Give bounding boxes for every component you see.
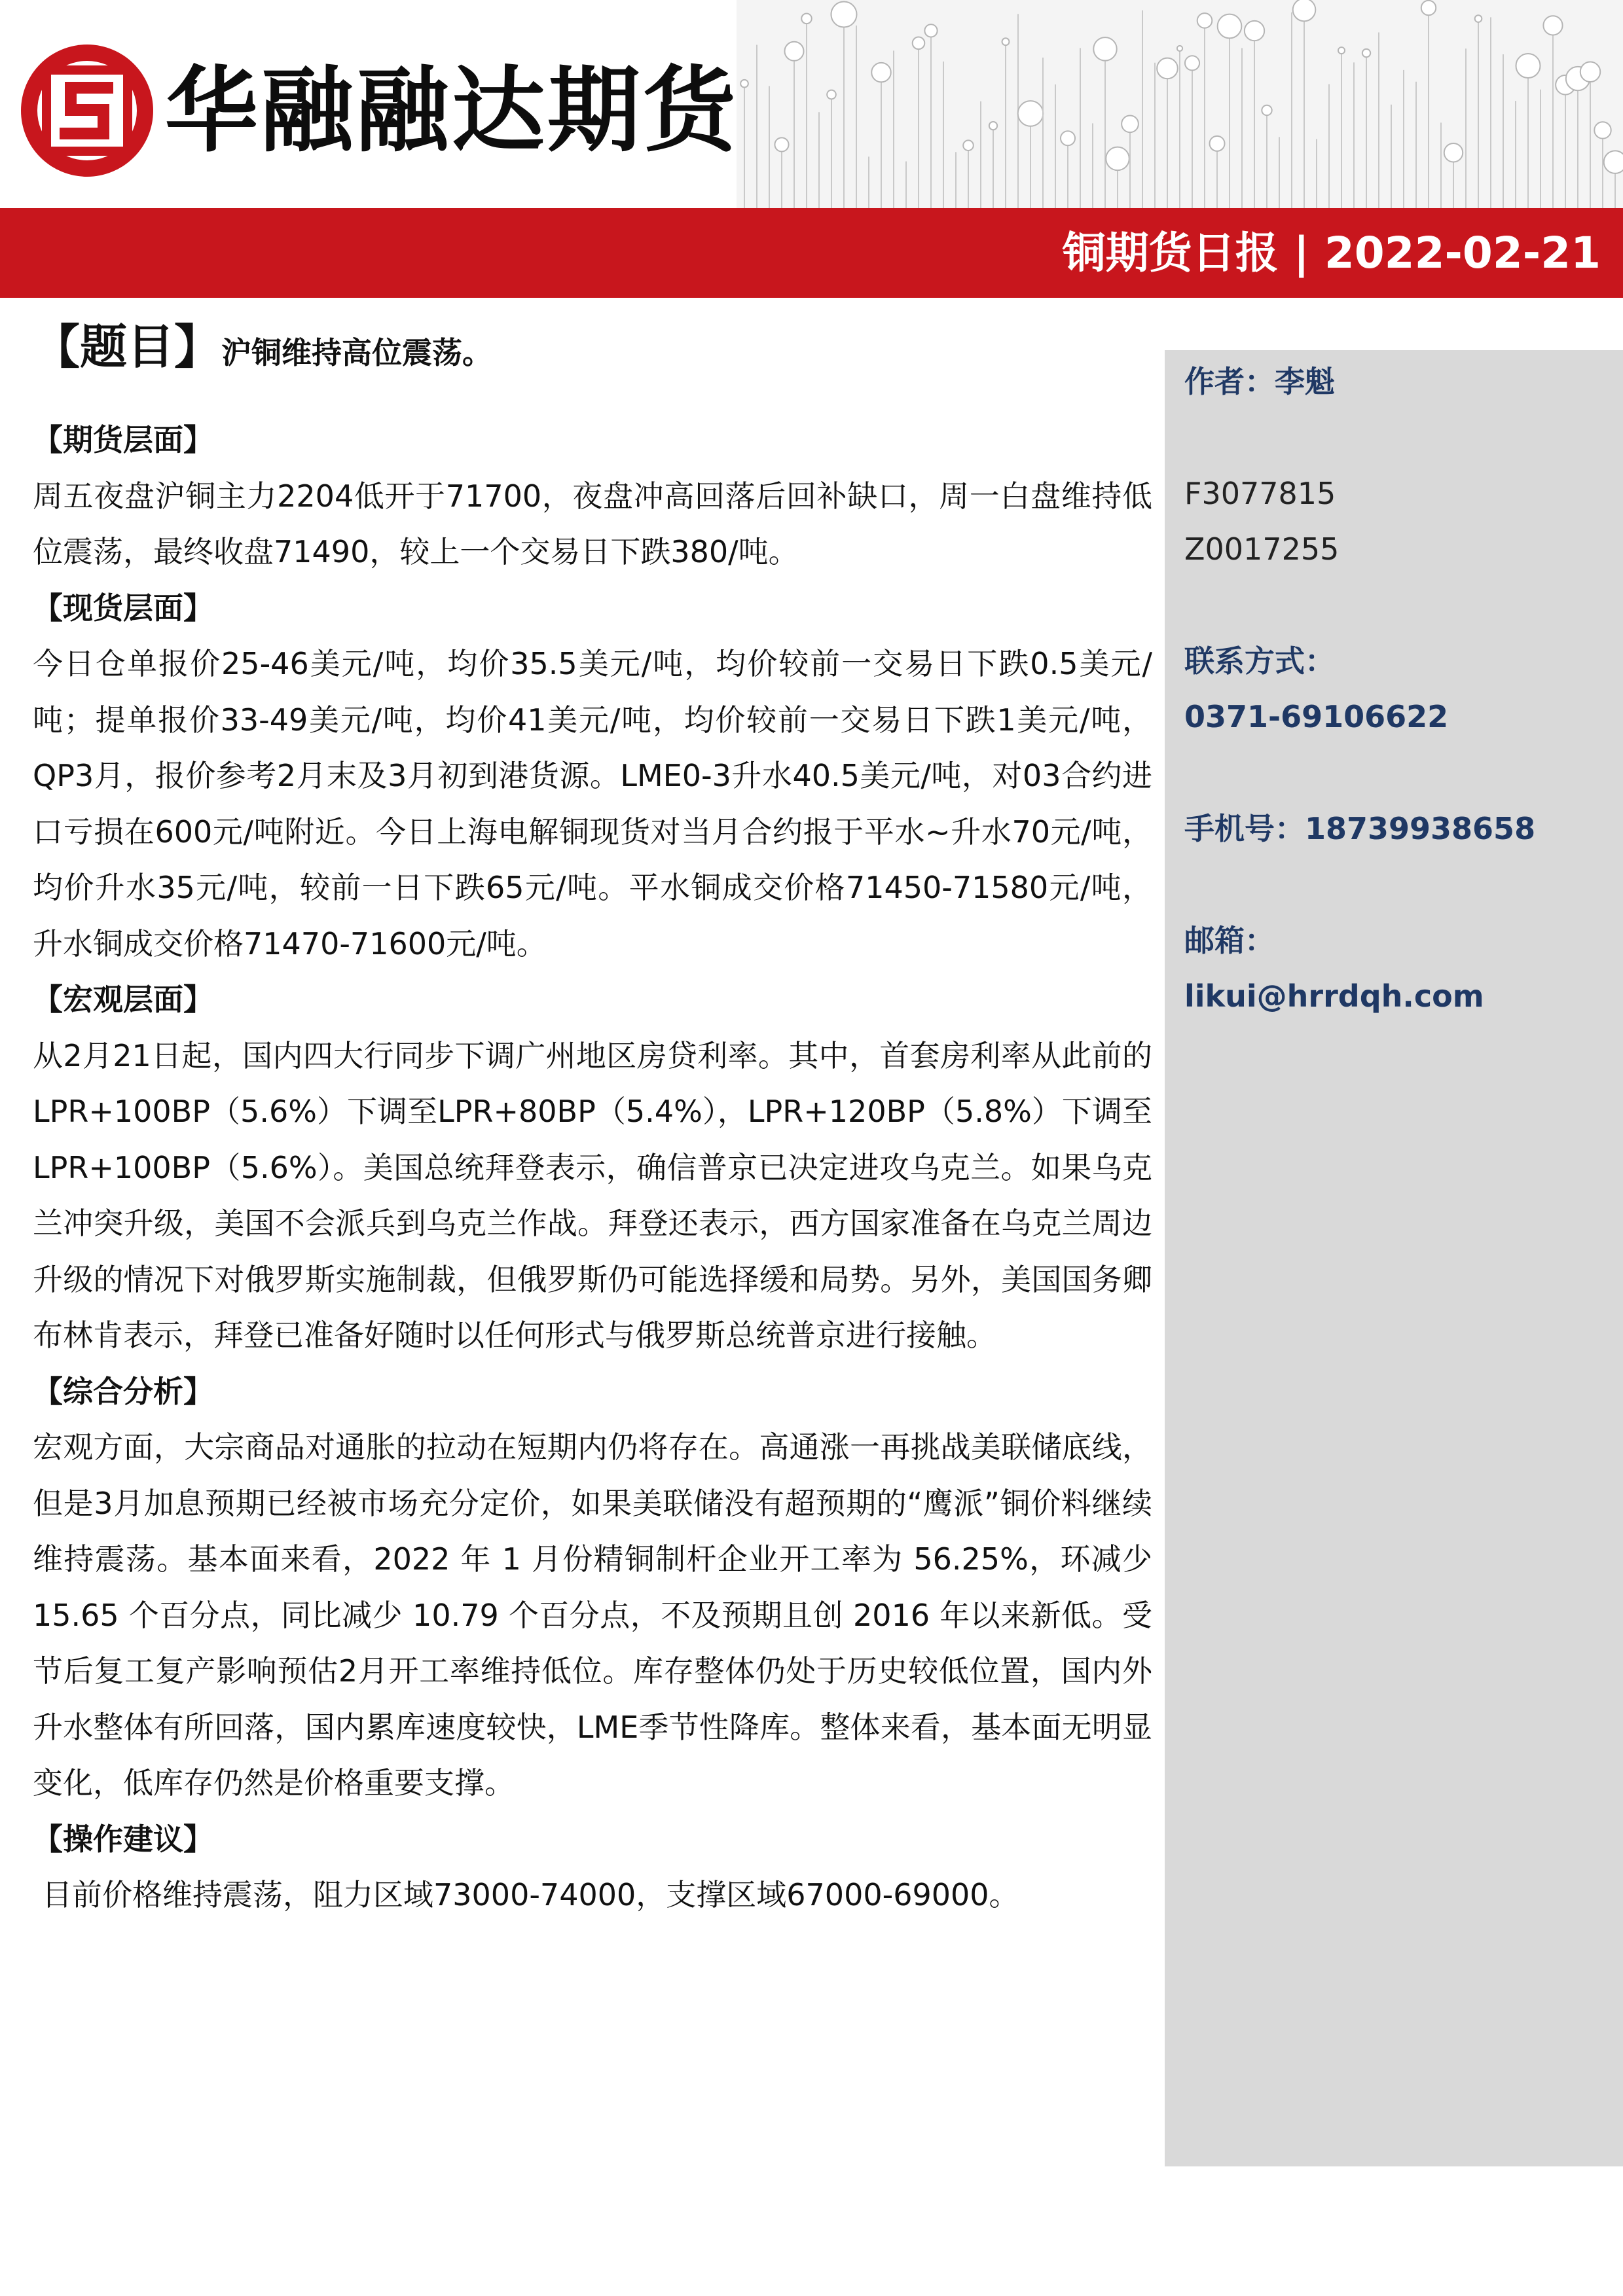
- decoration-ring: [1338, 47, 1345, 54]
- section-body-spot: 今日仓单报价25-46美元/吨，均价35.5美元/吨，均价较前一交易日下跌0.5美元/吨；提单报价33-49美元/吨，均价41美元/吨，均价较前一交易日下跌1美元/吨，QP3月，报价参考2月末及3月初到港货源。LME0-3升水40.5美元/吨，对03合约进口亏损在600元/吨附近。今日上海电解铜现货对当月合约报于平水~升水70元/吨，均价升水35元/吨，较前一日下跌65元/吨。平水铜成交价格71450-71580元/吨，升水铜成交价格71470-71600元/吨。: [33, 646, 1152, 961]
- decoration-ring: [1209, 136, 1224, 151]
- decoration-ring: [1197, 13, 1213, 28]
- section-heading-analysis: 【综合分析】: [33, 1373, 213, 1409]
- decoration-ring: [775, 137, 788, 151]
- section-body-advice: 目前价格维持震荡，阻力区域73000-74000，支撑区域67000-69000。: [42, 1877, 1019, 1912]
- decoration-ring: [1604, 151, 1623, 173]
- header-decoration: [737, 0, 1623, 208]
- decoration-ring: [1594, 122, 1611, 138]
- decoration-ring: [989, 122, 997, 130]
- decoration-ring: [1177, 46, 1182, 51]
- decoration-ring: [1245, 21, 1264, 41]
- decoration-ring: [801, 14, 812, 24]
- mobile-number[interactable]: 手机号：18739938658: [1184, 811, 1536, 846]
- section-heading-spot: 【现货层面】: [33, 590, 213, 626]
- decoration-ring: [1293, 0, 1316, 21]
- decoration-ring: [1218, 14, 1242, 39]
- decoration-ring: [1475, 15, 1482, 22]
- report-body: [33, 412, 1152, 1924]
- section-heading-advice: 【操作建议】: [33, 1821, 213, 1857]
- decoration-ring: [1362, 49, 1370, 57]
- section-heading-macro: 【宏观层面】: [33, 982, 213, 1017]
- report-label: 铜期货日报 | 2022-02-21: [1062, 228, 1601, 278]
- decoration-ring: [784, 42, 803, 61]
- decoration-ring: [871, 63, 890, 82]
- decoration-ring: [1018, 101, 1044, 126]
- decoration-ring: [913, 37, 925, 50]
- decoration-ring: [1157, 58, 1178, 79]
- decoration-ring: [1061, 131, 1075, 145]
- decoration-ring: [740, 80, 748, 88]
- contact-phone[interactable]: 0371-69106622: [1184, 699, 1449, 734]
- title-prefix: 【题目】: [33, 319, 222, 374]
- decoration-ring: [1421, 1, 1436, 15]
- decoration-ring: [1122, 115, 1139, 132]
- decoration-ring: [1002, 38, 1010, 45]
- company-name: 华融融达期货: [165, 57, 739, 165]
- section-body-analysis: 宏观方面，大宗商品对通胀的拉动在短期内仍将存在。高通涨一再挑战美联储底线，但是3月加息预期已经被市场充分定价，如果美联储没有超预期的“鹰派”铜价料继续维持震荡。基本面来看，2022 年 1 月份精铜制杆企业开工率为 56.25%，环减少 15.65 个百分点，同比减少 10.79 个百分点，不及预期且创 2016 年以来新低。受节后复工复产影响预估2月开工率维持低位。库存整体仍处于历史较低位置，国内外升水整体有所回落，国内累库速度较快，LME季节性降库。整体来看，基本面无明显变化，低库存仍然是价格重要支撑。: [33, 1429, 1152, 1801]
- decoration-ring: [1093, 37, 1116, 60]
- decoration-ring: [1444, 143, 1463, 162]
- hrrd-logo-icon: [18, 42, 156, 179]
- decoration-ring: [963, 140, 974, 151]
- decoration-ring: [831, 1, 856, 27]
- email-address[interactable]: likui@hrrdqh.com: [1184, 978, 1484, 1014]
- decoration-ring: [1185, 56, 1199, 70]
- author-sidebar: [1165, 350, 1623, 2166]
- contact-label: 联系方式：: [1184, 643, 1335, 679]
- decoration-ring: [1580, 62, 1600, 82]
- license-number-2: Z0017255: [1184, 531, 1340, 567]
- decoration-ring: [1543, 16, 1562, 35]
- decoration-ring: [827, 90, 836, 99]
- decoration-ring: [1262, 105, 1271, 115]
- decoration-ring: [1106, 147, 1129, 171]
- author-name: 作者：李魁: [1184, 364, 1335, 399]
- decoration-ring: [924, 24, 937, 37]
- report-banner: [0, 208, 1623, 298]
- page-title: [33, 314, 492, 380]
- license-number-1: F3077815: [1184, 476, 1336, 511]
- title-text: 沪铜维持高位震荡。: [221, 335, 493, 370]
- email-label: 邮箱：: [1184, 923, 1275, 958]
- section-heading-futures: 【期货层面】: [33, 422, 213, 457]
- decoration-ring: [1516, 54, 1541, 78]
- section-body-futures: 周五夜盘沪铜主力2204低开于71700，夜盘冲高回落后回补缺口，周一白盘维持低位震荡，最终收盘71490，较上一个交易日下跌380/吨。: [33, 478, 1152, 569]
- section-body-macro: 从2月21日起，国内四大行同步下调广州地区房贷利率。其中，首套房利率从此前的LPR+100BP（5.6%）下调至LPR+80BP（5.4%），LPR+120BP（5.8%）下调至LPR+100BP（5.6%）。美国总统拜登表示，确信普京已决定进攻乌克兰。如果乌克兰冲突升级，美国不会派兵到乌克兰作战。拜登还表示，西方国家准备在乌克兰周边升级的情况下对俄罗斯实施制裁，但俄罗斯仍可能选择缓和局势。另外，美国国务卿布林肯表示，拜登已准备好随时以任何形式与俄罗斯总统普京进行接触。: [33, 1037, 1152, 1353]
